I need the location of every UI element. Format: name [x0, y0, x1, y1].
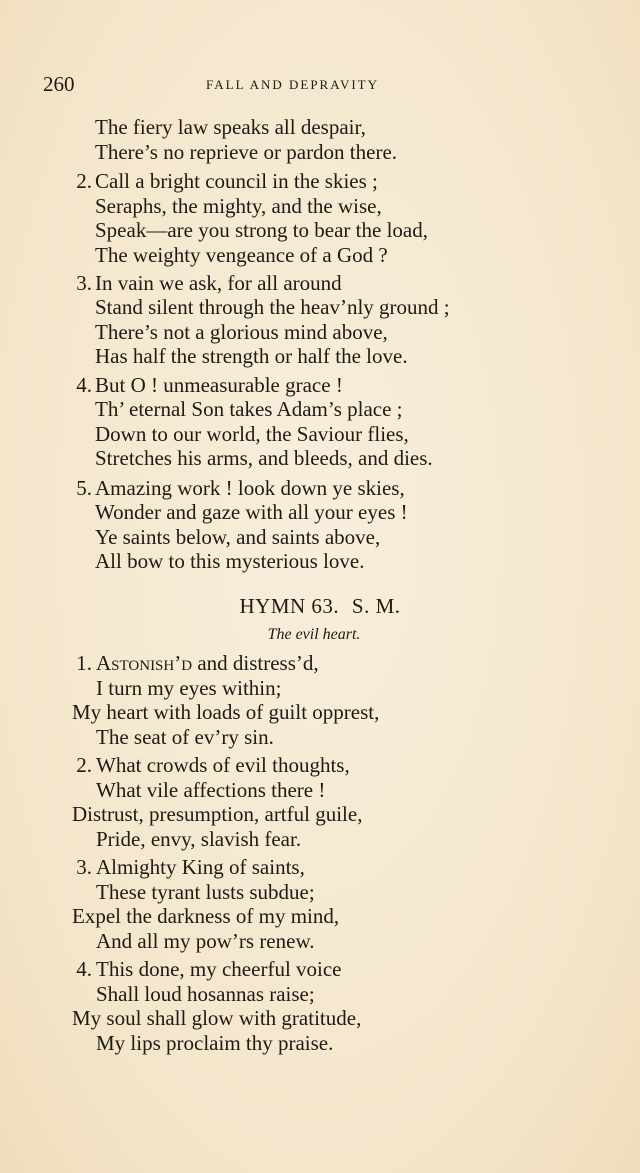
stanza-number: 3. [76, 271, 92, 295]
verse-line: Stand silent through the heav’nly ground ; [95, 295, 450, 319]
verse-line: But O ! unmeasurable grace ! [95, 373, 343, 397]
verse-line: This done, my cheerful voice [96, 957, 342, 981]
verse-line: Th’ eternal Son takes Adam’s place ; [95, 397, 403, 421]
verse-line: These tyrant lusts subdue; [96, 880, 315, 904]
stanza-number: 3. [76, 855, 92, 879]
stanza-number: 2. [76, 169, 92, 193]
stanza-number: 4. [76, 957, 92, 981]
verse-line: The seat of ev’ry sin. [96, 725, 274, 749]
verse-line: I turn my eyes within; [96, 676, 282, 700]
stanza-number: 4. [76, 373, 92, 397]
page-header [43, 72, 603, 100]
hymn-number: HYMN 63. [239, 594, 340, 618]
verse-line: My lips proclaim thy praise. [96, 1031, 334, 1055]
verse-line: Distrust, presumption, artful guile, [72, 802, 363, 826]
verse-line: And all my pow’rs renew. [96, 929, 315, 953]
verse-line: Seraphs, the mighty, and the wise, [95, 194, 382, 218]
verse-line: Amazing work ! look down ye skies, [95, 476, 405, 500]
stanza-number: 5. [76, 476, 92, 500]
hymn-subtitle: The evil heart. [267, 626, 361, 643]
verse-line: In vain we ask, for all around [95, 271, 342, 295]
verse-line: Shall loud hosannas raise; [96, 982, 315, 1006]
verse-line: There’s no reprieve or pardon there. [95, 140, 398, 164]
verse-line: What vile affections there ! [96, 778, 326, 802]
verse-line: My heart with loads of guilt opprest, [72, 700, 380, 724]
stanza-number: 1. [76, 651, 92, 675]
running-head: FALL AND DEPRAVITY [206, 77, 379, 92]
verse-line: Expel the darkness of my mind, [72, 904, 340, 928]
verse-line: Almighty King of saints, [96, 855, 305, 879]
hymn-meter: S. M. [351, 594, 401, 618]
hymn-title [0, 594, 640, 619]
page-number: 260 [43, 72, 75, 96]
verse-line [96, 651, 319, 675]
verse-line-rest: and distress’d, [192, 651, 319, 675]
verse-line: Ye saints below, and saints above, [95, 525, 381, 549]
verse-line: Stretches his arms, and bleeds, and dies. [95, 446, 433, 470]
verse-line: There’s not a glorious mind above, [95, 320, 388, 344]
verse-line: My soul shall glow with gratitude, [72, 1006, 362, 1030]
verse-line: The fiery law speaks all despair, [95, 115, 366, 139]
verse-line: Pride, envy, slavish fear. [96, 827, 302, 851]
verse-line: What crowds of evil thoughts, [96, 753, 350, 777]
verse-line: The weighty vengeance of a God ? [95, 243, 388, 267]
verse-line: Down to our world, the Saviour flies, [95, 422, 409, 446]
verse-line: Wonder and gaze with all your eyes ! [95, 500, 408, 524]
stanza-number: 2. [76, 753, 92, 777]
verse-line: Call a bright council in the skies ; [95, 169, 378, 193]
verse-line: All bow to this mysterious love. [95, 549, 365, 573]
verse-line: Speak—are you strong to bear the load, [95, 218, 428, 242]
verse-line: Has half the strength or half the love. [95, 344, 408, 368]
drop-word: Astonish’d [96, 651, 193, 675]
